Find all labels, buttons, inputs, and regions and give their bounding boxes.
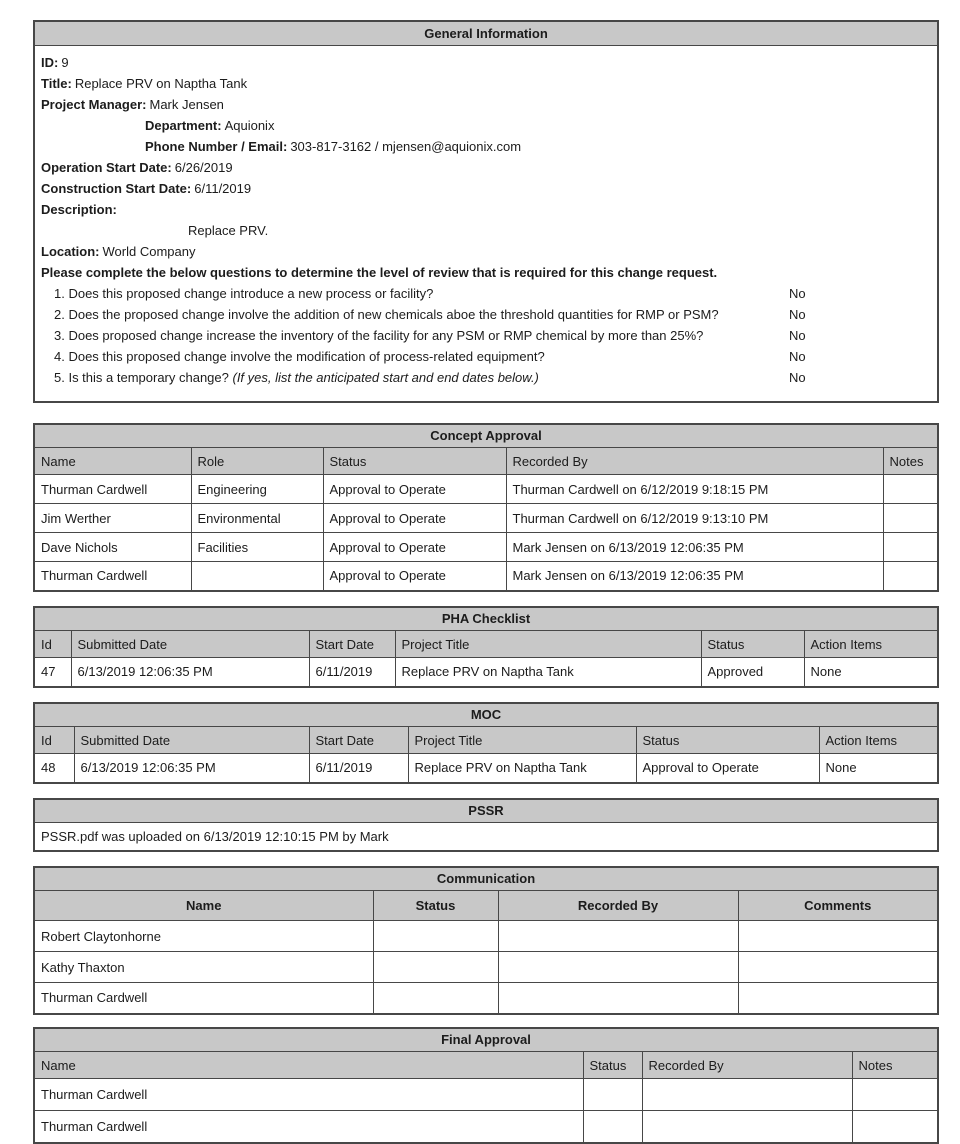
cell-name: Thurman Cardwell [34, 1111, 583, 1143]
field-operation-start-date [41, 157, 931, 178]
col-header-status: Status [323, 448, 506, 475]
cell-action-items: None [804, 658, 938, 687]
col-header-id: Id [34, 631, 71, 658]
header-row [34, 1052, 938, 1079]
cell-start-date: 6/11/2019 [309, 754, 408, 783]
question-text: 5. Is this a temporary change? (If yes, list the anticipated start and end dates below.) [54, 369, 539, 385]
cell-notes [852, 1079, 938, 1111]
field-label: Construction Start Date: [41, 180, 192, 196]
table-row [34, 983, 938, 1014]
table-row [34, 562, 938, 591]
cell-notes [883, 562, 938, 591]
cell-role [191, 562, 323, 591]
table-row [34, 754, 938, 783]
col-header-notes: Notes [883, 448, 938, 475]
col-header-recorded-by: Recorded By [498, 891, 738, 921]
col-header-comments: Comments [738, 891, 938, 921]
general-information-body [34, 45, 938, 402]
cell-start-date: 6/11/2019 [309, 658, 395, 687]
cell-status [583, 1111, 642, 1143]
field-value: Mark Jensen [149, 96, 224, 112]
question-row [41, 367, 931, 388]
cell-name: Thurman Cardwell [34, 475, 191, 504]
cell-notes [883, 475, 938, 504]
pssr-upload-note: PSSR.pdf was uploaded on 6/13/2019 12:10:15 PM by Mark [34, 823, 938, 851]
cell-role: Engineering [191, 475, 323, 504]
col-header-name: Name [34, 448, 191, 475]
cell-id: 47 [34, 658, 71, 687]
table-row [34, 658, 938, 687]
table-row [34, 823, 938, 851]
field-label: Department: [145, 117, 222, 133]
col-header-status: Status [636, 727, 819, 754]
table-row [34, 921, 938, 952]
cell-notes [883, 533, 938, 562]
question-answer: No [789, 327, 806, 343]
question-row [41, 346, 931, 367]
moc-section [33, 702, 939, 784]
cell-recorded-by [642, 1111, 852, 1143]
cell-recorded-by: Mark Jensen on 6/13/2019 12:06:35 PM [506, 533, 883, 562]
cell-status: Approval to Operate [636, 754, 819, 783]
cell-role: Environmental [191, 504, 323, 533]
cell-status: Approved [701, 658, 804, 687]
field-label: Location: [41, 243, 100, 259]
cell-name: Thurman Cardwell [34, 983, 373, 1014]
question-text: 2. Does the proposed change involve the addition of new chemicals aboe the threshold quantities for RMP or PSM? [54, 306, 719, 322]
question-answer: No [789, 348, 806, 364]
field-description-text [41, 220, 931, 241]
cell-name: Robert Claytonhorne [34, 921, 373, 952]
general-information-section [33, 20, 939, 403]
col-header-status: Status [373, 891, 498, 921]
question-text: 1. Does this proposed change introduce a new process or facility? [54, 285, 434, 301]
field-location [41, 241, 931, 262]
cell-name: Dave Nichols [34, 533, 191, 562]
col-header-submitted-date: Submitted Date [74, 727, 309, 754]
field-label: ID: [41, 54, 59, 70]
cell-submitted-date: 6/13/2019 12:06:35 PM [74, 754, 309, 783]
cell-recorded-by [498, 952, 738, 983]
col-header-id: Id [34, 727, 74, 754]
cell-status: Approval to Operate [323, 533, 506, 562]
field-value: World Company [102, 243, 196, 259]
header-row [34, 448, 938, 475]
cell-comments [738, 983, 938, 1014]
section-title-general-information: General Information [34, 21, 938, 45]
section-title-communication: Communication [34, 867, 938, 891]
question-row [41, 304, 931, 325]
cell-submitted-date: 6/13/2019 12:06:35 PM [71, 658, 309, 687]
field-label: Project Manager: [41, 96, 147, 112]
cell-recorded-by: Thurman Cardwell on 6/12/2019 9:18:15 PM [506, 475, 883, 504]
col-header-recorded-by: Recorded By [506, 448, 883, 475]
question-answer: No [789, 369, 806, 385]
cell-action-items: None [819, 754, 938, 783]
field-department [41, 115, 931, 136]
question-text: 4. Does this proposed change involve the modification of process-related equipment? [54, 348, 545, 364]
col-header-notes: Notes [852, 1052, 938, 1079]
section-title-pssr: PSSR [34, 799, 938, 823]
cell-comments [738, 921, 938, 952]
pha-checklist-section [33, 606, 939, 688]
cell-notes [852, 1111, 938, 1143]
col-header-status: Status [583, 1052, 642, 1079]
field-description [41, 199, 931, 220]
col-header-action-items: Action Items [804, 631, 938, 658]
cell-recorded-by [498, 921, 738, 952]
section-title-pha-checklist: PHA Checklist [34, 607, 938, 631]
field-value: Replace PRV on Naptha Tank [74, 75, 248, 91]
final-approval-section [33, 1027, 939, 1144]
table-row [34, 504, 938, 533]
cell-status [373, 952, 498, 983]
cell-status [373, 983, 498, 1014]
cell-recorded-by: Thurman Cardwell on 6/12/2019 9:13:10 PM [506, 504, 883, 533]
cell-recorded-by [498, 983, 738, 1014]
cell-project-title: Replace PRV on Naptha Tank [395, 658, 701, 687]
cell-status [373, 921, 498, 952]
question-row [41, 283, 931, 304]
question-answer: No [789, 285, 806, 301]
table-row [34, 475, 938, 504]
section-title-moc: MOC [34, 703, 938, 727]
question-row [41, 325, 931, 346]
field-phone-email [41, 136, 931, 157]
field-project-manager [41, 94, 931, 115]
col-header-role: Role [191, 448, 323, 475]
cell-status: Approval to Operate [323, 562, 506, 591]
field-value: Replace PRV. [188, 222, 269, 238]
question-text: 3. Does proposed change increase the inventory of the facility for any PSM or RMP chemical by more than 25%? [54, 327, 704, 343]
cell-status [583, 1079, 642, 1111]
cell-notes [883, 504, 938, 533]
table-row [34, 533, 938, 562]
field-value: 6/26/2019 [174, 159, 233, 175]
header-row [34, 727, 938, 754]
cell-name: Kathy Thaxton [34, 952, 373, 983]
col-header-start-date: Start Date [309, 631, 395, 658]
cell-name: Thurman Cardwell [34, 1079, 583, 1111]
cell-name: Jim Werther [34, 504, 191, 533]
section-title-final-approval: Final Approval [34, 1028, 938, 1052]
col-header-recorded-by: Recorded By [642, 1052, 852, 1079]
col-header-submitted-date: Submitted Date [71, 631, 309, 658]
cell-project-title: Replace PRV on Naptha Tank [408, 754, 636, 783]
col-header-action-items: Action Items [819, 727, 938, 754]
concept-approval-section [33, 423, 939, 592]
table-row [34, 1079, 938, 1111]
field-value: 303-817-3162 / mjensen@aquionix.com [290, 138, 522, 154]
header-row [34, 891, 938, 921]
field-construction-start-date [41, 178, 931, 199]
field-title [41, 73, 931, 94]
pssr-section [33, 798, 939, 852]
col-header-status: Status [701, 631, 804, 658]
cell-recorded-by: Mark Jensen on 6/13/2019 12:06:35 PM [506, 562, 883, 591]
field-label: Title: [41, 75, 72, 91]
col-header-project-title: Project Title [395, 631, 701, 658]
cell-status: Approval to Operate [323, 475, 506, 504]
cell-name: Thurman Cardwell [34, 562, 191, 591]
cell-role: Facilities [191, 533, 323, 562]
col-header-name: Name [34, 1052, 583, 1079]
col-header-start-date: Start Date [309, 727, 408, 754]
table-row [34, 1111, 938, 1143]
col-header-project-title: Project Title [408, 727, 636, 754]
field-id [41, 52, 931, 73]
field-label: Description: [41, 201, 117, 217]
field-label: Operation Start Date: [41, 159, 172, 175]
communication-section [33, 866, 939, 1015]
field-value: 6/11/2019 [194, 180, 252, 196]
cell-recorded-by [642, 1079, 852, 1111]
section-title-concept-approval: Concept Approval [34, 424, 938, 448]
table-row [34, 952, 938, 983]
cell-status: Approval to Operate [323, 504, 506, 533]
cell-comments [738, 952, 938, 983]
review-questions-prompt: Please complete the below questions to determine the level of review that is required for this change request. [41, 264, 718, 280]
col-header-name: Name [34, 891, 373, 921]
field-value: Aquionix [224, 117, 275, 133]
question-answer: No [789, 306, 806, 322]
header-row [34, 631, 938, 658]
cell-id: 48 [34, 754, 74, 783]
field-value: 9 [61, 54, 69, 70]
field-label: Phone Number / Email: [145, 138, 288, 154]
